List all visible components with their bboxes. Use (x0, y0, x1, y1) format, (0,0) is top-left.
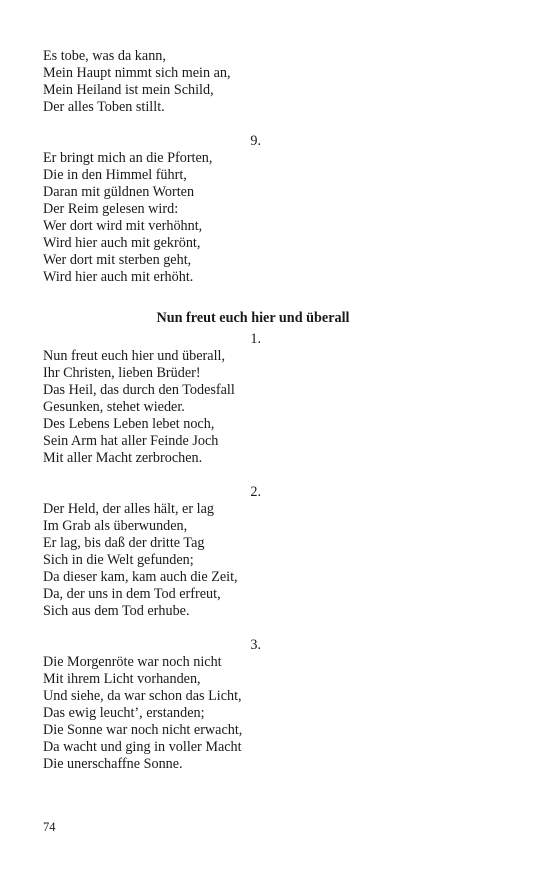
verse-line: Sich in die Welt gefunden; (43, 552, 194, 568)
stanza-9 (43, 133, 273, 286)
verse-line: Da wacht und ging in voller Macht (43, 739, 242, 755)
page-content (43, 48, 350, 773)
verse-line: Daran mit güldnen Worten (43, 184, 195, 200)
verse-line: Der Reim gelesen wird: (43, 201, 179, 217)
verse-line: Ihr Christen, lieben Brüder! (43, 365, 201, 381)
verse-line: Mit aller Macht zerbrochen. (43, 450, 203, 466)
verse-line: Mein Haupt nimmt sich mein an, (43, 65, 231, 81)
verse-line: Das Heil, das durch den Todesfall (43, 382, 235, 398)
verse-line: Es tobe, was da kann, (43, 48, 166, 64)
verse-line: Da, der uns in dem Tod erfreut, (43, 586, 221, 602)
verse-line: Die unerschaffne Sonne. (43, 756, 183, 772)
verse-line: Sein Arm hat aller Feinde Joch (43, 433, 219, 449)
verse-line: Wer dort mit sterben geht, (43, 252, 192, 268)
stanza-number: 2. (250, 484, 261, 500)
verse-line: Die Sonne war noch nicht erwacht, (43, 722, 243, 738)
opening-stanza (43, 48, 273, 116)
hymn-stanza-1 (43, 331, 273, 467)
verse-line: Er bringt mich an die Pforten, (43, 150, 213, 166)
hymn-title: Nun freut euch hier und überall (156, 310, 350, 326)
verse-line: Der Held, der alles hält, er lag (43, 501, 214, 517)
stanza-number: 3. (250, 637, 261, 653)
verse-line: Des Lebens Leben lebet noch, (43, 416, 215, 432)
verse-line: Das ewig leucht’, erstanden; (43, 705, 205, 721)
verse-line: Nun freut euch hier und überall, (43, 348, 226, 364)
hymn-stanza-2 (43, 484, 273, 620)
verse-line: Und siehe, da war schon das Licht, (43, 688, 242, 704)
verse-line: Sich aus dem Tod erhube. (43, 603, 190, 619)
verse-line: Der alles Toben stillt. (43, 99, 165, 115)
hymn-stanza-3 (43, 637, 273, 773)
verse-line: Die Morgenröte war noch nicht (43, 654, 222, 670)
verse-line: Die in den Himmel führt, (43, 167, 187, 183)
page-number: 74 (43, 820, 56, 834)
hymn-title-row (43, 309, 463, 327)
verse-line: Wird hier auch mit gekrönt, (43, 235, 201, 251)
verse-line: Er lag, bis daß der dritte Tag (43, 535, 205, 551)
verse-line: Da dieser kam, kam auch die Zeit, (43, 569, 238, 585)
verse-line: Wer dort wird mit verhöhnt, (43, 218, 203, 234)
stanza-number: 1. (250, 331, 261, 347)
verse-line: Mit ihrem Licht vorhanden, (43, 671, 201, 687)
verse-line: Wird hier auch mit erhöht. (43, 269, 194, 285)
stanza-number: 9. (250, 133, 261, 149)
verse-line: Gesunken, stehet wieder. (43, 399, 185, 415)
verse-line: Mein Heiland ist mein Schild, (43, 82, 214, 98)
verse-line: Im Grab als überwunden, (43, 518, 188, 534)
